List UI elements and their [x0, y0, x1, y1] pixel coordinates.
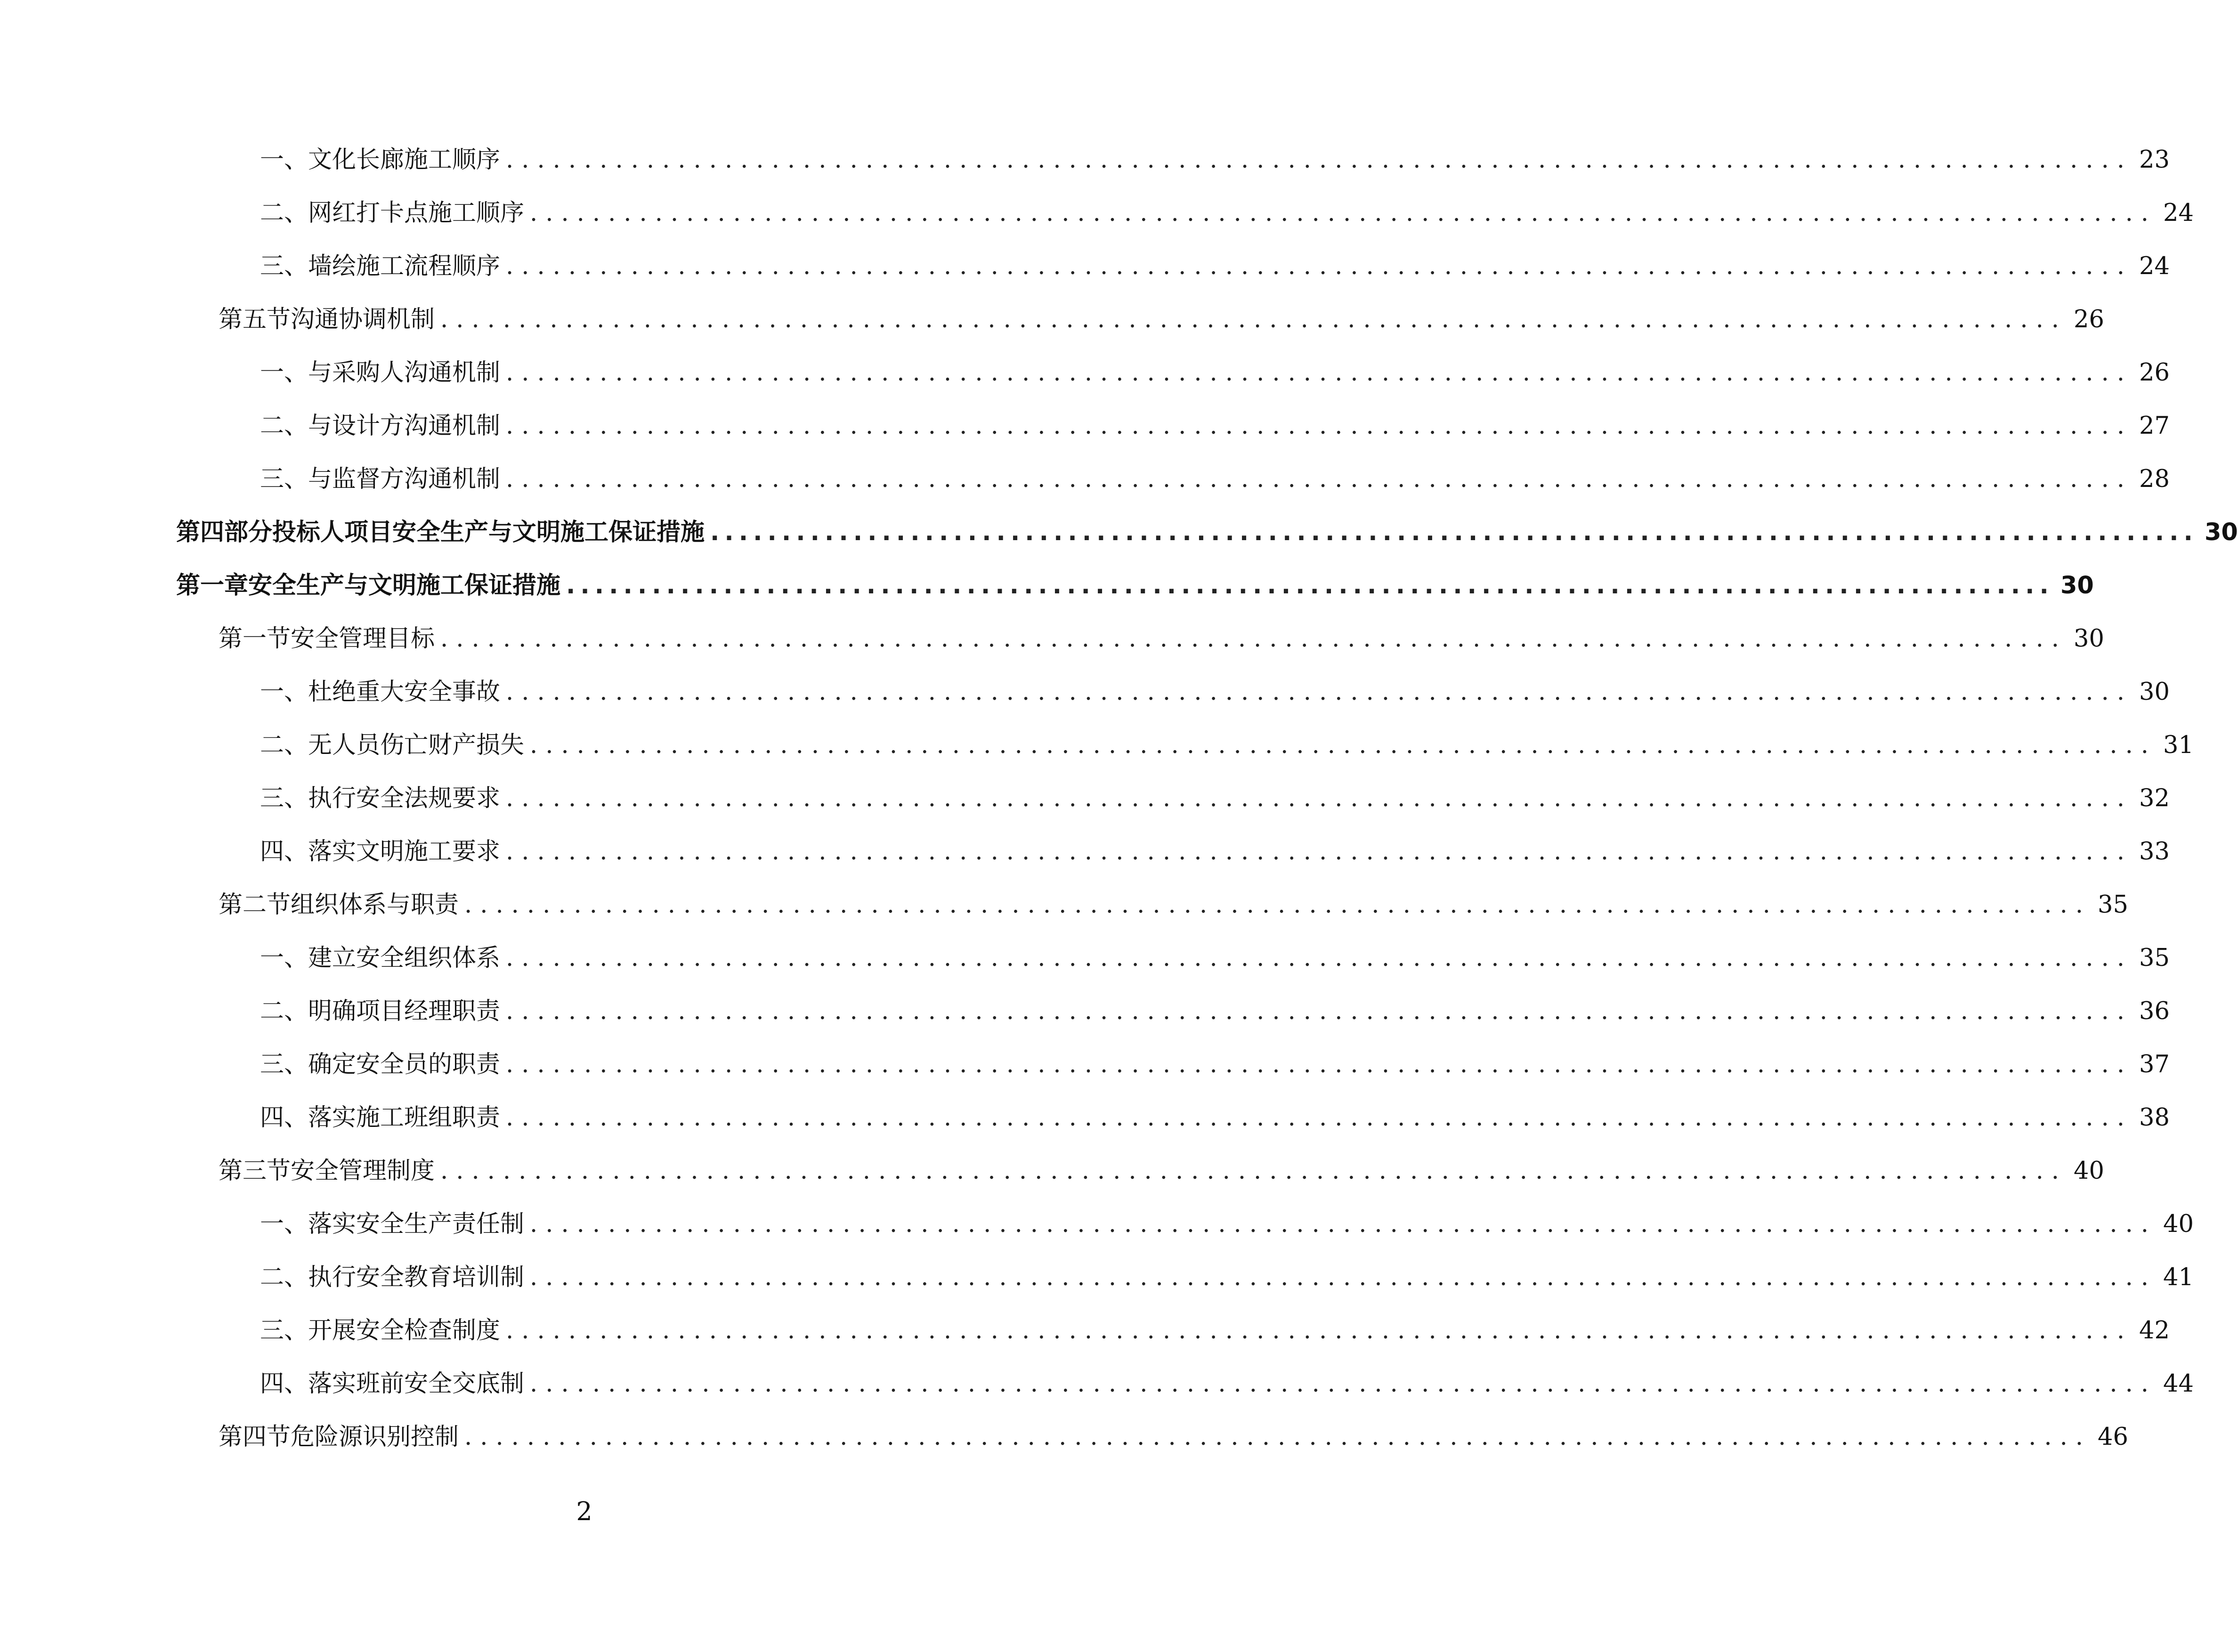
toc-entry[interactable] — [260, 1259, 2194, 1296]
toc-dot-leader: ........................................................................................................ — [530, 1370, 2157, 1398]
toc-entry-page: 32 — [2139, 785, 2170, 812]
toc-entry[interactable] — [219, 620, 2104, 658]
toc-entry[interactable] — [260, 141, 2170, 179]
toc-entry-page: 38 — [2139, 1104, 2170, 1132]
toc-entry[interactable] — [260, 993, 2170, 1030]
toc-entry-label: 第四部分 — [176, 518, 273, 546]
toc-entry[interactable] — [260, 780, 2170, 818]
toc-entry[interactable] — [260, 727, 2194, 764]
toc-entry-title: 一、建立安全组织体系 — [260, 944, 501, 972]
toc-entry-label: 第三节 — [219, 1157, 291, 1185]
toc-entry[interactable] — [260, 833, 2170, 871]
toc-dot-leader: ........................................................................................................ — [506, 412, 2133, 440]
toc-entry-title: 沟通协调机制 — [291, 306, 435, 333]
toc-entry-title: 三、开展安全检查制度 — [260, 1317, 501, 1344]
toc-entry-title: 安全生产与文明施工保证措施 — [248, 572, 561, 599]
toc-entry[interactable] — [219, 301, 2104, 339]
toc-dot-leader: ........................................................................................................ — [506, 1317, 2133, 1344]
toc-entry-page: 40 — [2163, 1210, 2194, 1238]
toc-dot-leader: ........................................................................................................ — [506, 944, 2133, 972]
toc-entry-page: 36 — [2139, 997, 2170, 1025]
toc-entry-chapter[interactable] — [176, 567, 2094, 605]
toc-entry-part[interactable] — [176, 514, 2238, 551]
toc-dot-leader: ........................................................................................................ — [464, 891, 2092, 919]
toc-dot-leader: ........................................................................................................ — [506, 678, 2133, 706]
toc-entry-title: 二、无人员伤亡财产损失 — [260, 731, 525, 759]
toc-entry[interactable] — [260, 194, 2194, 232]
toc-entry-title: 二、明确项目经理职责 — [260, 997, 501, 1025]
toc-entry-title: 三、墙绘施工流程顺序 — [260, 252, 501, 280]
toc-entry-page: 23 — [2139, 146, 2170, 174]
toc-dot-leader: ........................................................................................................ — [530, 1210, 2157, 1238]
toc-entry-title: 组织体系与职责 — [291, 891, 459, 919]
toc-entry-title: 二、与设计方沟通机制 — [260, 412, 501, 440]
toc-entry-page: 35 — [2139, 944, 2170, 972]
toc-dot-leader: ........................................................................................................ — [506, 1051, 2133, 1078]
toc-dot-leader: ........................................................................................................ — [506, 785, 2133, 812]
toc-entry[interactable] — [260, 248, 2170, 285]
toc-entry-label: 第五节 — [219, 306, 291, 333]
toc-dot-leader: ........................................................................................................ — [506, 252, 2133, 280]
toc-entry-page: 27 — [2139, 412, 2170, 440]
toc-entry[interactable] — [260, 673, 2170, 711]
toc-entry-title: 投标人项目安全生产与文明施工保证措施 — [272, 518, 705, 546]
toc-entry-page: 46 — [2098, 1423, 2128, 1451]
toc-entry-title: 四、落实文明施工要求 — [260, 838, 501, 866]
toc-dot-leader: ........................................................................................................ — [506, 997, 2133, 1025]
toc-entry-page: 26 — [2139, 359, 2170, 387]
toc-entry-page: 35 — [2098, 891, 2128, 919]
toc-entry-title: 安全管理制度 — [291, 1157, 435, 1185]
toc-entry-title: 一、杜绝重大安全事故 — [260, 678, 501, 706]
toc-entry-title: 安全管理目标 — [291, 625, 435, 653]
toc-entry-title: 二、网红打卡点施工顺序 — [260, 199, 525, 227]
toc-entry[interactable] — [260, 1099, 2170, 1137]
toc-entry-title: 四、落实班前安全交底制 — [260, 1370, 525, 1398]
toc-dot-leader: ........................................................................................................ — [506, 1104, 2133, 1132]
toc-entry[interactable] — [260, 1312, 2170, 1350]
toc-entry-page: 30 — [2074, 625, 2104, 653]
toc-entry-title: 三、执行安全法规要求 — [260, 785, 501, 812]
toc-entry-page: 40 — [2074, 1157, 2104, 1185]
toc-entry-label: 第一节 — [219, 625, 291, 653]
toc-entry[interactable] — [260, 354, 2170, 392]
toc-entry-title: 二、执行安全教育培训制 — [260, 1263, 525, 1291]
toc-dot-leader: ........................................................................................................ — [440, 625, 2068, 653]
toc-entry-page: 28 — [2139, 465, 2170, 493]
toc-entry-page: 33 — [2139, 838, 2170, 866]
toc-entry-page: 30 — [2204, 518, 2238, 546]
toc-entry-page: 37 — [2139, 1051, 2170, 1078]
toc-entry[interactable] — [260, 1206, 2194, 1243]
toc-dot-leader: ........................................................................................................ — [506, 465, 2133, 493]
toc-entry-page: 30 — [2060, 572, 2094, 599]
toc-dot-leader: ........................................................................................................ — [710, 518, 2198, 546]
toc-dot-leader: ........................................................................................................ — [506, 838, 2133, 866]
toc-entry-page: 24 — [2139, 252, 2170, 280]
toc-entry-page: 41 — [2163, 1263, 2194, 1291]
toc-entry-page: 26 — [2074, 306, 2104, 333]
toc-entry-page: 31 — [2163, 731, 2194, 759]
toc-entry-title: 危险源识别控制 — [291, 1423, 459, 1451]
toc-entry-page: 44 — [2163, 1370, 2194, 1398]
toc-entry-title: 四、落实施工班组职责 — [260, 1104, 501, 1132]
page-number: 2 — [576, 1497, 592, 1526]
toc-entry-title: 一、落实安全生产责任制 — [260, 1210, 525, 1238]
toc-entry-title: 一、与采购人沟通机制 — [260, 359, 501, 387]
toc-entry[interactable] — [260, 407, 2170, 445]
toc-dot-leader: ........................................................................................................ — [440, 306, 2068, 333]
toc-entry[interactable] — [260, 939, 2170, 977]
toc-entry-title: 三、确定安全员的职责 — [260, 1051, 501, 1078]
toc-entry-page: 30 — [2139, 678, 2170, 706]
toc-dot-leader: ........................................................................................................ — [566, 572, 2054, 599]
toc-entry[interactable] — [219, 1418, 2128, 1456]
toc-dot-leader: ........................................................................................................ — [530, 199, 2157, 227]
toc-entry-label: 第一章 — [176, 572, 249, 599]
toc-entry[interactable] — [219, 1152, 2104, 1190]
toc-entry-page: 42 — [2139, 1317, 2170, 1344]
toc-entry[interactable] — [219, 886, 2128, 924]
toc-entry[interactable] — [260, 1046, 2170, 1084]
toc-dot-leader: ........................................................................................................ — [530, 1263, 2157, 1291]
toc-entry-page: 24 — [2163, 199, 2194, 227]
toc-dot-leader: ........................................................................................................ — [530, 731, 2157, 759]
toc-entry-title: 一、文化长廊施工顺序 — [260, 146, 501, 174]
toc-dot-leader: ........................................................................................................ — [440, 1157, 2068, 1185]
toc-entry-label: 第四节 — [219, 1423, 291, 1451]
toc-dot-leader: ........................................................................................................ — [464, 1423, 2092, 1451]
toc-entry-title: 三、与监督方沟通机制 — [260, 465, 501, 493]
toc-entry-label: 第二节 — [219, 891, 291, 919]
toc-entry[interactable] — [260, 461, 2170, 498]
toc-dot-leader: ........................................................................................................ — [506, 146, 2133, 174]
toc-dot-leader: ........................................................................................................ — [506, 359, 2133, 387]
toc-entry[interactable] — [260, 1365, 2194, 1403]
